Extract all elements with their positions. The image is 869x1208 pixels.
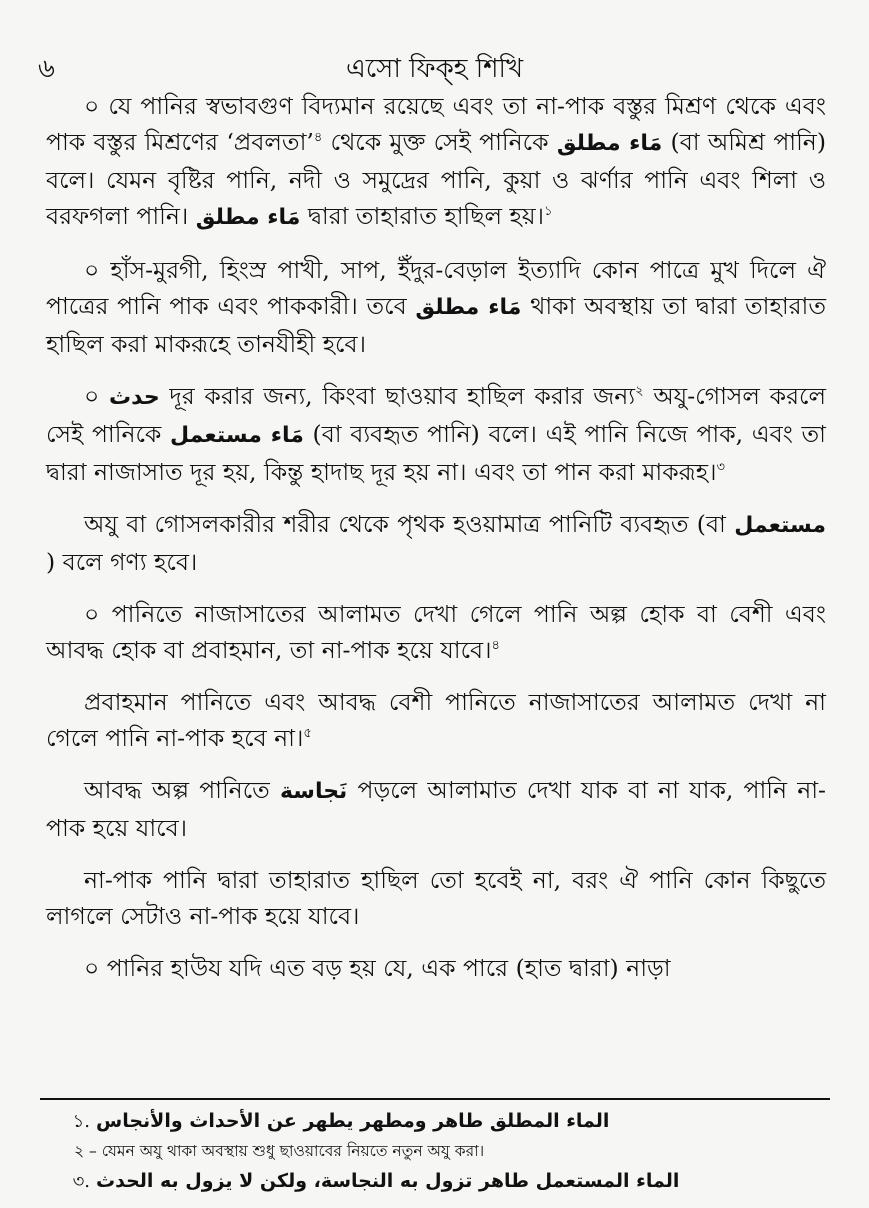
arabic-term: حدث xyxy=(109,385,160,410)
paragraph-separated xyxy=(46,506,826,580)
text-span: ০ পানির হাউয যদি এত বড় হয় যে, এক পারে (হাত দ্বারা) নাড়া xyxy=(84,954,671,982)
text-span: পড়লে আলামাত দেখা যাক বা না যাক, পানি না-পাক হয়ে যাবে। xyxy=(46,776,826,842)
arabic-term: مَاء مطلق xyxy=(195,205,301,230)
paragraph-maa-mutlaq xyxy=(46,88,826,236)
text-span: ০ পানিতে নাজাসাতের আলামত দেখা গেলে পানি অল্প হোক বা বেশী এবং আবদ্ধ হোক বা প্রবাহমান, তা না-পাক হয়ে যাবে। xyxy=(46,600,826,664)
arabic-term: مستعمل xyxy=(734,513,826,538)
page-number: ৬ xyxy=(38,54,55,84)
text-span: ০ xyxy=(84,382,110,410)
footnote-text: যেমন অযু থাকা অবস্থায় শুধু ছাওয়াবের নিয়তে নতুন অযু করা। xyxy=(101,1142,485,1160)
footnote-number: ১. xyxy=(72,1111,90,1132)
page-body xyxy=(46,88,826,996)
text-span: থেকে মুক্ত সেই পানিকে xyxy=(322,128,557,156)
footnote-text: الماء المطلق طاهر ومطهر يطهر عن الأحداث والأنجاس xyxy=(96,1110,610,1132)
footnote-3 xyxy=(46,1166,826,1196)
paragraph-used-water xyxy=(46,378,826,490)
paragraph-little-water xyxy=(46,772,826,846)
footnote-ref: ১ xyxy=(544,204,553,220)
text-span: (বা ব্যবহৃত পানি) বলে। এই পানি নিজে পাক, এবং তা দ্বারা নাজাসাত দূর হয়, কিন্তু হাদাছ দূর হয় না। এবং তা পান করা মাকরূহ। xyxy=(46,420,827,486)
footnote-ref: ৪ xyxy=(313,130,323,146)
text-span: অযু বা গোসলকারীর শরীর থেকে পৃথক হওয়ামাত্র পানিটি ব্যবহৃত (বা xyxy=(84,510,735,538)
running-title: এসো ফিক্‌হ শিখি xyxy=(345,54,524,84)
footnote-text: الماء المستعمل طاهر تزول به النجاسة، ولكن لا يزول به الحدث xyxy=(96,1170,680,1192)
text-span: না-পাক পানি দ্বারা তাহারাত হাছিল তো হবেই না, বরং ঐ পানি কোন কিছুতে লাগলে সেটাও না-পাক হয়ে যাবে। xyxy=(46,866,826,930)
footnote-number: ২ – xyxy=(74,1142,97,1160)
footnote-divider xyxy=(40,1098,830,1100)
paragraph-flowing-water xyxy=(46,684,826,756)
paragraph-napak-water xyxy=(46,862,826,934)
paragraph-animals xyxy=(46,252,826,362)
arabic-term: مَاء مطلق xyxy=(415,295,522,320)
text-span: থাকা অবস্থায় তা দ্বারা তাহারাত হাছিল করা মাকরূহে তানযীহী হবে। xyxy=(46,292,827,358)
text-span: ০ যে পানির স্বভাবগুণ বিদ্যমান রয়েছে এবং তা না-পাক বস্তুর মিশ্রণ থেকে এবং পাক বস্তুর মিশ্রণের ‘প্রবলতা’ xyxy=(46,92,826,156)
text-span: (বা অমিশ্র পানি) বলে। যেমন বৃষ্টির পানি, নদী ও সমুদ্রের পানি, কুয়া ও ঝর্ণার পানি এবং শিলা ও বরফগলা পানি। xyxy=(46,128,827,230)
text-span: দূর করার জন্য, কিংবা ছাওয়াব হাছিল করার জন্য xyxy=(159,382,636,410)
footnote-2 xyxy=(46,1136,826,1166)
footnote-ref: ৫ xyxy=(303,726,312,742)
footnote-number: ৩. xyxy=(72,1171,90,1192)
text-span: ০ হাঁস-মুরগী, হিংস্র পাখী, সাপ, ইঁদুর-বেড়াল ইত্যাদি কোন পাত্রে মুখ দিলে ঐ পাত্রের পানি পাক এবং পাককারী। তবে xyxy=(46,256,826,320)
paragraph-najasat-signs xyxy=(46,596,826,668)
arabic-term: مَاء مستعمل xyxy=(170,423,304,448)
arabic-term: مَاء مطلق xyxy=(556,131,663,156)
footnote-1 xyxy=(46,1106,826,1136)
text-span: ) বলে গণ্য হবে। xyxy=(46,548,198,576)
footnote-ref: ৩ xyxy=(716,460,725,476)
page-header xyxy=(0,44,869,84)
footnote-ref: ৪ xyxy=(491,638,500,654)
paragraph-pool xyxy=(46,950,826,986)
text-span: দ্বারা তাহারাত হাছিল হয়। xyxy=(300,202,545,230)
text-span: প্রবাহমান পানিতে এবং আবদ্ধ বেশী পানিতে নাজাসাতের আলামত দেখা না গেলে পানি না-পাক হবে না। xyxy=(46,688,826,752)
footnotes xyxy=(46,1106,826,1196)
text-span: অযু-গোসল করলে সেই পানিকে xyxy=(46,382,826,448)
text-span: আবদ্ধ অল্প পানিতে xyxy=(84,776,280,804)
footnote-ref: ২ xyxy=(635,384,644,400)
arabic-term: نَجاسة xyxy=(279,779,348,804)
